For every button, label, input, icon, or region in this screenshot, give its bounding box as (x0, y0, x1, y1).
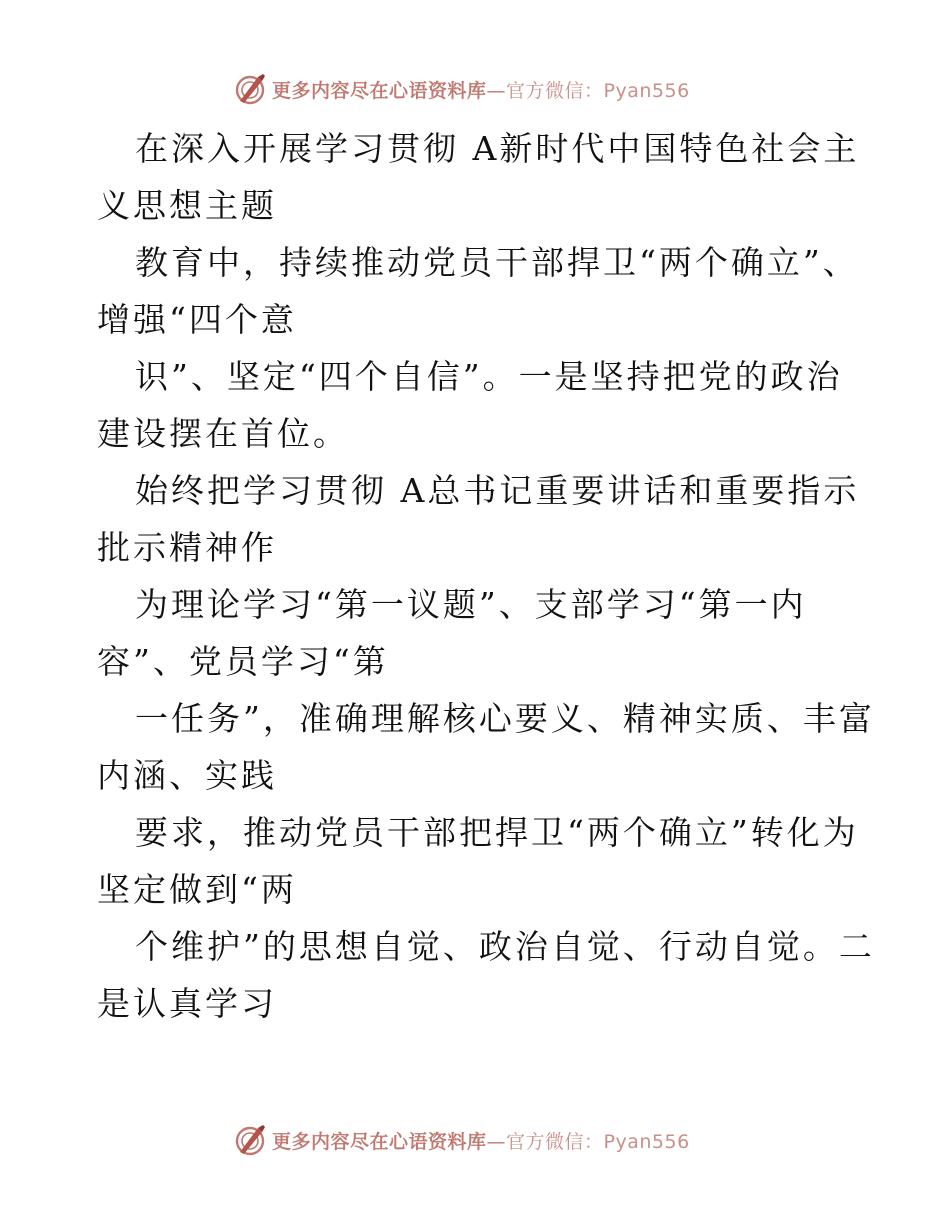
banner-dash: — (486, 79, 507, 102)
line-first: 识”、坚定“四个自信”。一是坚持把党的政治 (135, 357, 843, 396)
line-second: 批示精神作 (97, 528, 277, 567)
banner-text (272, 1127, 690, 1154)
paragraph (97, 576, 857, 690)
line-first: 要求，推动党员干部把捍卫“两个确立”转化为 (135, 813, 859, 852)
banner-dash: — (486, 1130, 507, 1153)
line-first: 教育中，持续推动党员干部捍卫“两个确立”、 (135, 243, 859, 282)
footer-banner (232, 1121, 712, 1159)
pen-nib-logo-icon (232, 1122, 268, 1158)
banner-wechat-label: 官方微信： (506, 79, 604, 102)
line-second: 义思想主题 (97, 186, 277, 225)
banner-text (272, 76, 690, 103)
line-first: 为理论学习“第一议题”、支部学习“第一内 (135, 585, 807, 624)
line-second: 增强“四个意 (97, 300, 297, 339)
banner-wechat-id: Pyan556 (603, 79, 690, 102)
banner-brand: 更多内容尽在心语资料库 (272, 1130, 487, 1153)
paragraph (97, 462, 860, 576)
document-body (97, 120, 875, 1032)
line-second: 内涵、实践 (97, 756, 277, 795)
pen-nib-logo-icon (232, 71, 268, 107)
banner-wechat-label: 官方微信： (506, 1130, 604, 1153)
paragraph (97, 234, 857, 348)
paragraph (97, 804, 857, 918)
paragraph (97, 918, 875, 1032)
line-first: 在深入开展学习贯彻 A新时代中国特色社会主 (135, 129, 860, 168)
line-second: 是认真学习 (97, 984, 277, 1023)
paragraph (97, 120, 860, 234)
header-banner (232, 70, 712, 108)
line-first: 始终把学习贯彻 A总书记重要讲话和重要指示 (135, 471, 860, 510)
line-second: 建设摆在首位。 (97, 414, 349, 453)
line-second: 坚定做到“两 (97, 870, 297, 909)
banner-wechat-id: Pyan556 (603, 1130, 690, 1153)
line-first: 一任务”，准确理解核心要义、精神实质、丰富 (135, 699, 875, 738)
paragraph (97, 690, 875, 804)
banner-brand: 更多内容尽在心语资料库 (272, 79, 487, 102)
paragraph (97, 348, 857, 462)
line-second: 容”、党员学习“第 (97, 642, 389, 681)
line-first: 个维护”的思想自觉、政治自觉、行动自觉。二 (135, 927, 875, 966)
